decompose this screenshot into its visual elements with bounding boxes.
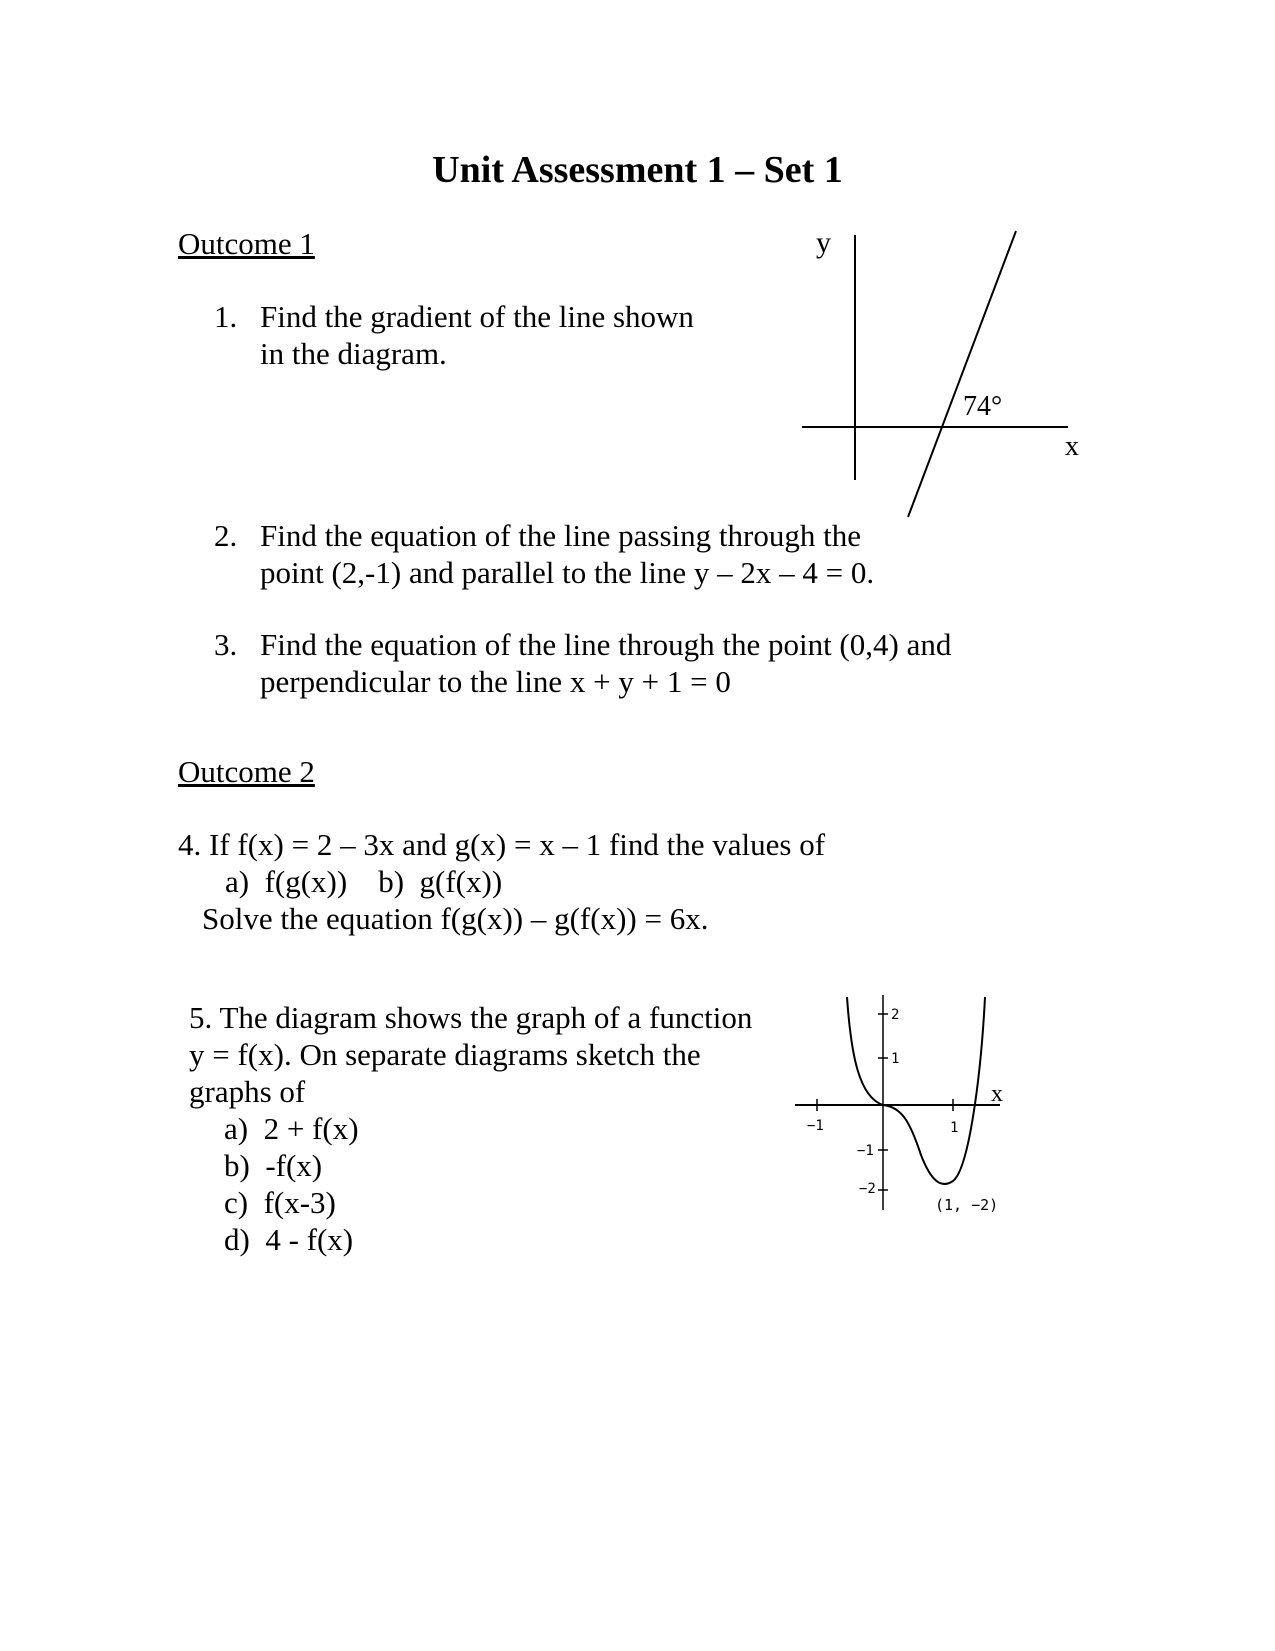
turning-point-label: (1, −2) [935,1196,999,1214]
question-number: 4. [178,827,202,862]
question-text: If f(x) = 2 – 3x and g(x) = x – 1 find the values of [209,827,826,862]
question-text: Find the equation of the line through the point (0,4) and [260,627,952,662]
question-part: d) 4 - f(x) [224,1222,354,1257]
y-tick-label: −2 [859,1181,876,1197]
question-2 [214,517,874,591]
angle-label: 74° [963,391,1003,422]
question-4 [178,826,825,937]
gradient-line-diagram [790,225,1090,525]
page-title: Unit Assessment 1 – Set 1 [432,149,843,191]
y-tick-label: 1 [891,1051,900,1067]
question-number: 5. [189,1000,213,1035]
x-axis-label: x [1065,431,1079,462]
question-text: perpendicular to the line x + y + 1 = 0 [260,664,731,699]
question-1 [214,298,694,372]
sloped-line [908,231,1016,517]
question-text: y = f(x). On separate diagrams sketch the [189,1037,701,1072]
x-tick-label: −1 [807,1118,824,1134]
question-part: c) f(x-3) [224,1185,336,1220]
question-text: Find the gradient of the line shown [260,299,694,334]
y-tick-label: −1 [857,1143,874,1159]
question-text: graphs of [189,1074,306,1109]
y-axis-label: y [816,226,831,259]
question-text: Find the equation of the line passing through the [260,518,861,553]
question-part: a) 2 + f(x) [224,1111,359,1146]
x-tick-label: 1 [950,1120,959,1136]
question-number: 2. [214,518,238,553]
question-text: point (2,-1) and parallel to the line y – 2x – 4 = 0. [260,555,875,590]
question-number: 3. [214,627,238,662]
y-tick-label: 2 [891,1007,900,1023]
outcome-1-heading: Outcome 1 [178,226,315,261]
x-axis-label: x [991,1081,1003,1107]
question-text: The diagram shows the graph of a function [219,1000,753,1035]
question-5 [189,999,752,1258]
function-graph-diagram [785,985,1015,1225]
question-part: b) -f(x) [224,1148,323,1183]
question-parts: a) f(g(x)) b) g(f(x)) [225,864,503,899]
question-text: in the diagram. [260,336,447,371]
question-number: 1. [214,299,238,334]
question-3 [214,626,951,700]
question-text: Solve the equation f(g(x)) – g(f(x)) = 6x. [202,901,709,936]
outcome-2-heading: Outcome 2 [178,754,315,789]
